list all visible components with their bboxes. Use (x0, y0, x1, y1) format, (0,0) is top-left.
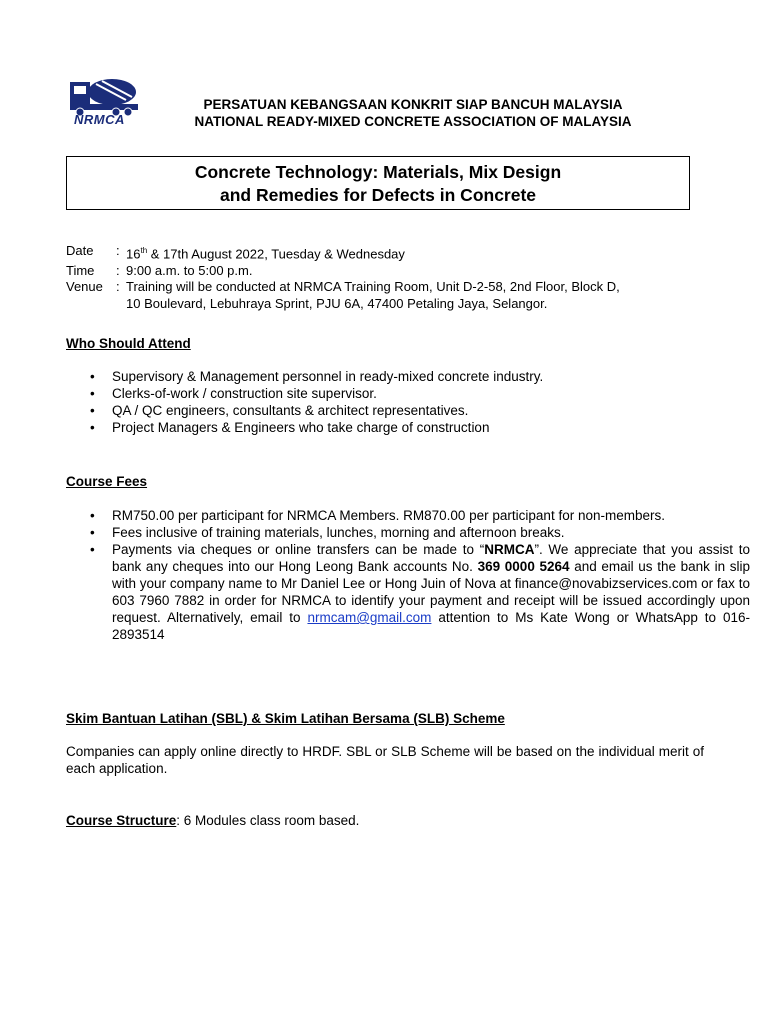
venue-value: Training will be conducted at NRMCA Training Room, Unit D-2-58, 2nd Floor, Block D, 10 Boulevard, Lebuhraya Sprint, PJU 6A, 47400 Petaling Jaya, Selangor. (126, 279, 620, 311)
course-structure-heading: Course Structure (66, 813, 177, 828)
attendee-list (66, 368, 706, 436)
course-title-line2: and Remedies for Defects in Concrete (219, 185, 537, 205)
who-should-attend-heading: Who Should Attend (66, 336, 191, 351)
fees-list (66, 507, 750, 643)
list-item: • RM750.00 per participant for NRMCA Members. RM870.00 per participant for non-members. (112, 507, 750, 524)
scheme-section (66, 711, 704, 777)
list-item: • Payments via cheques or online transfers can be made to “NRMCA”. We appreciate that you assist to bank any cheques into our Hong Leong Bank accounts No. 369 0000 5264 and email us the bank in slip with your company name to Mr Daniel Lee or Hong Juin of Nova at finance@novabizservices.com or fax to 603 7960 7882 in order for NRMCA to identify your payment and receipt will be issued accordingly upon request. Alternatively, email to nrmcam@gmail.com attention to Ms Kate Wong or WhatsApp to 016-2893514 (112, 541, 750, 643)
venue-label: Venue (66, 279, 103, 295)
list-item: • Clerks-of-work / construction site supervisor. (112, 385, 706, 402)
course-fees-heading: Course Fees (66, 474, 148, 489)
org-line-malay: PERSATUAN KEBANGSAAN KONKRIT SIAP BANCUH MALAYSIA (203, 97, 623, 112)
course-title-line1: Concrete Technology: Materials, Mix Design (194, 162, 562, 182)
time-label: Time (66, 262, 95, 278)
course-structure-section (66, 813, 704, 828)
organization-name (148, 96, 678, 130)
date-sep: : (116, 243, 120, 258)
scheme-text: Companies can apply online directly to HRDF. SBL or SLB Scheme will be based on the individual merit of each application. (66, 744, 704, 776)
time-value: 9:00 a.m. to 5:00 p.m. (126, 262, 253, 278)
nrmca-email-link[interactable]: nrmcam@gmail.com (307, 610, 432, 625)
date-value: 16th & 17th August 2022, Tuesday & Wednesday (126, 246, 405, 262)
who-should-attend-section (66, 336, 706, 436)
date-label: Date (66, 243, 94, 258)
scheme-heading: Skim Bantuan Latihan (SBL) & Skim Latihan Bersama (SLB) Scheme (66, 711, 505, 726)
venue-sep: : (116, 279, 120, 295)
list-item: • Supervisory & Management personnel in ready-mixed concrete industry. (112, 368, 706, 385)
list-item: • Fees inclusive of training materials, lunches, morning and afternoon breaks. (112, 524, 750, 541)
event-details (66, 243, 686, 312)
course-title (66, 156, 690, 210)
time-sep: : (116, 262, 120, 278)
list-item: • QA / QC engineers, consultants & architect representatives. (112, 402, 706, 419)
course-fees-section (66, 474, 751, 643)
course-structure-text: : 6 Modules class room based. (176, 813, 360, 828)
list-item: • Project Managers & Engineers who take charge of construction (112, 419, 706, 436)
org-line-english: NATIONAL READY-MIXED CONCRETE ASSOCIATION OF MALAYSIA (194, 114, 632, 129)
logo-text: NRMCA (74, 112, 125, 127)
